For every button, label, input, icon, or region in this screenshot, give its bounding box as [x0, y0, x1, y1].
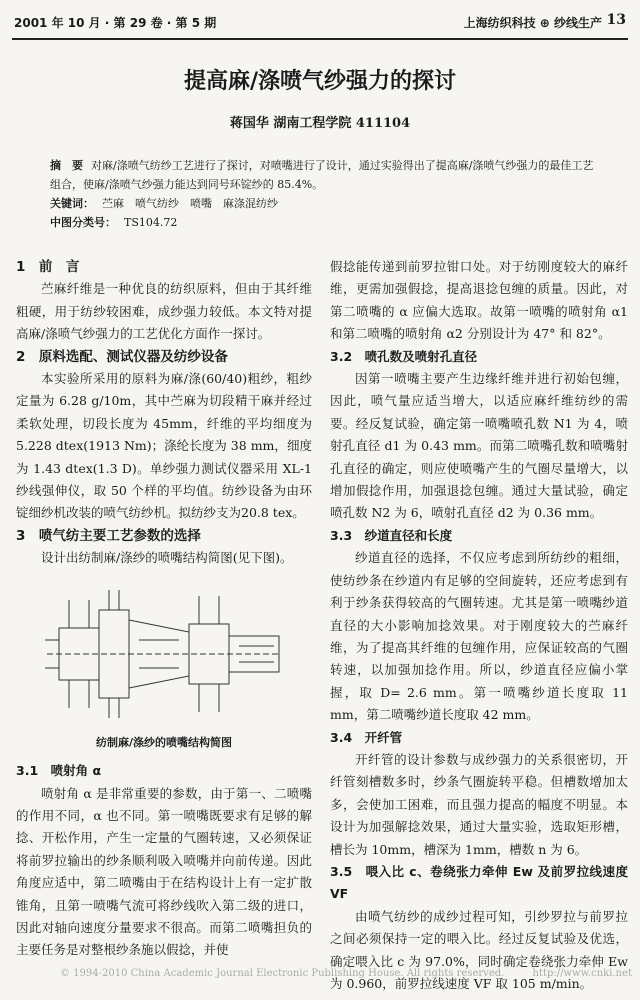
paragraph: 开纤管的设计参数与成纱强力的关系很密切，开纤管刻槽数多时，纱条气圈旋转平稳。但槽数增加太多，会使加工困难，而且强力提高的幅度不明显。本设计为加强解捻效果，通过大量实验，选取矩形槽，槽长为 10mm，槽深为 1mm，槽数 n 为 6。	[330, 751, 628, 857]
left-column	[16, 256, 312, 962]
subsection-heading: 3.4 开纤管	[330, 729, 403, 745]
paragraph: 由喷气纺纱的成纱过程可知，引纱罗拉与前罗拉之间必须保持一定的喂入比。经过反复试验及优选，确定喂入比 c 为 97.0%，同时确定卷绕张力牵伸 Ew 为 0.960，前罗拉线速度 VF 取 105 m/min。	[330, 908, 628, 991]
paragraph: 纱道直径的选择，不仅应考虑到所纺纱的粗细，使纺纱条在纱道内有足够的空间旋转，还应考虑到有利于纱条获得较高的气圈转速。尤其是第一喷嘴纱道直径的大小影响加捻效果。对于刚度较大的苎麻纤维，为了提高其纤维的包缠作用，应保证较高的气圈转速，以加强加捻作用。所以，纱道直径应偏小掌握，取 D= 2.6 mm。第一喷嘴纱道长度取 11 mm，第二喷嘴纱道长度取 42 mm。	[330, 550, 628, 723]
class-label: 中图分类号：	[50, 216, 116, 229]
journal-name: 上海纺织科技 ⊕ 纱线生产	[463, 16, 602, 30]
abstract-text: 对麻/涤喷气纺纱工艺进行了探讨，对喷嘴进行了设计，通过实验得出了提高麻/涤喷气纱强力的最佳工艺组合，使麻/涤喷气纱强力能达到同号环锭纱的 85.4%。	[50, 159, 594, 191]
paragraph: 因第一喷嘴主要产生边缘纤维并进行初始包缠，因此，喷气量应适当增大，以适应麻纤维纺纱的需要。经反复试验，确定第一喷嘴喷孔数 N1 为 4，喷射孔直径 d1 为 0.43 mm。而第二喷嘴孔数和喷嘴射孔直径的确定，则应使喷嘴产生的气圈尽量增大，以增加假捻作用，加强退捻包缠。通过大量试验，确定喷孔数 N2 为 6，喷射孔直径 d2 为 0.36 mm。	[330, 371, 628, 521]
nozzle-diagram	[39, 580, 289, 728]
nozzle-figure	[16, 580, 312, 754]
subsection-heading: 3.5 喂入比 c、卷绕张力牵伸 Ew 及前罗拉线速度 VF	[330, 863, 628, 902]
page-number: 13	[606, 12, 626, 28]
subsection-heading: 3.1 喷射角 α	[16, 763, 102, 779]
abstract-block	[50, 156, 596, 232]
header-rule	[12, 38, 628, 40]
copyright-watermark: © 1994-2010 China Academic Journal Electronic Publishing House. All rights reserved.	[60, 968, 505, 979]
author-line: 蒋国华 湖南工程学院 411104	[229, 116, 411, 131]
paragraph: 设计出纺制麻/涤纱的喷嘴结构简图(见下图)。	[41, 550, 293, 566]
keywords	[50, 194, 596, 213]
abstract-label: 摘 要	[50, 159, 83, 172]
figure-caption: 纺制麻/涤纱的喷嘴结构简图	[95, 735, 233, 749]
keywords-label: 关键词：	[50, 197, 94, 210]
paragraph: 苎麻纤维是一种优良的纺织原料，但由于其纤维粗硬，用于纺纱较困难，成纱强力较低。本文特对提高麻/涤喷气纱强力的工艺优化方面作一探讨。	[16, 281, 312, 342]
subsection-heading: 3.2 喷孔数及喷射孔直径	[330, 348, 478, 364]
subsection-heading: 3.3 纱道直径和长度	[330, 527, 453, 543]
page-header	[0, 0, 640, 44]
paragraph: 假捻能传递到前罗拉钳口处。对于纺刚度较大的麻纤维，更需加强假捻，提高退捻包缠的质量。因此，对第二喷嘴的 α 应偏大选取。故第一喷嘴的喷射角 α1 和第二喷嘴的喷射角 α2 分别设计为 47° 和 82°。	[330, 259, 628, 342]
right-column	[330, 256, 628, 995]
section-heading: 1 前 言	[16, 259, 80, 275]
keywords-text: 苎麻 喷气纺纱 喷嘴 麻涤混纺纱	[102, 197, 278, 210]
abstract	[50, 156, 596, 194]
classification	[50, 213, 596, 232]
paragraph: 本实验所采用的原料为麻/涤(60/40)粗纱，粗纱定量为 6.28 g/10m，其中苎麻为切段精干麻并经过柔软处理，切段长度为 45mm，纤维的平均细度为 5.228 dtex(1913 Nm)；涤纶长度为 38 mm，细度为 1.43 dtex(1.3 D)。单纱强力测试仪器采用 XL-1 纱线强伸仪，取 50 个样的平均值。纺纱设备为由环锭细纱机改装的喷气纺纱机。拟纺纱支为20.8 tex。	[16, 371, 312, 521]
section-heading: 2 原料选配、测试仪器及纺纱设备	[16, 348, 228, 365]
issue-info: 2001 年 10 月 · 第 29 卷 · 第 5 期	[14, 16, 217, 30]
site-watermark: http://www.cnki.net	[532, 968, 632, 979]
paragraph: 喷射角 α 是非常重要的参数，由于第一、二喷嘴的作用不同，α 也不同。第一喷嘴既要求有足够的解捻、开松作用，产生一定量的气圈转速，又必须保证将前罗拉输出的纱条顺利吸入喷嘴并向前传递。因此角度应适中，第二喷嘴由于在结构设计上有一定扩散锥角，且第一喷嘴气流可将纱线吹入第二级的进口，因此对轴向速度分量要求不很高。而第二喷嘴担负的主要任务是对整根纱条施以假捻，并使	[16, 785, 312, 958]
section-heading: 3 喷气纺主要工艺参数的选择	[16, 527, 201, 544]
paper-title: 提高麻/涤喷气纱强力的探讨	[183, 68, 457, 94]
class-code: TS104.72	[124, 216, 178, 229]
